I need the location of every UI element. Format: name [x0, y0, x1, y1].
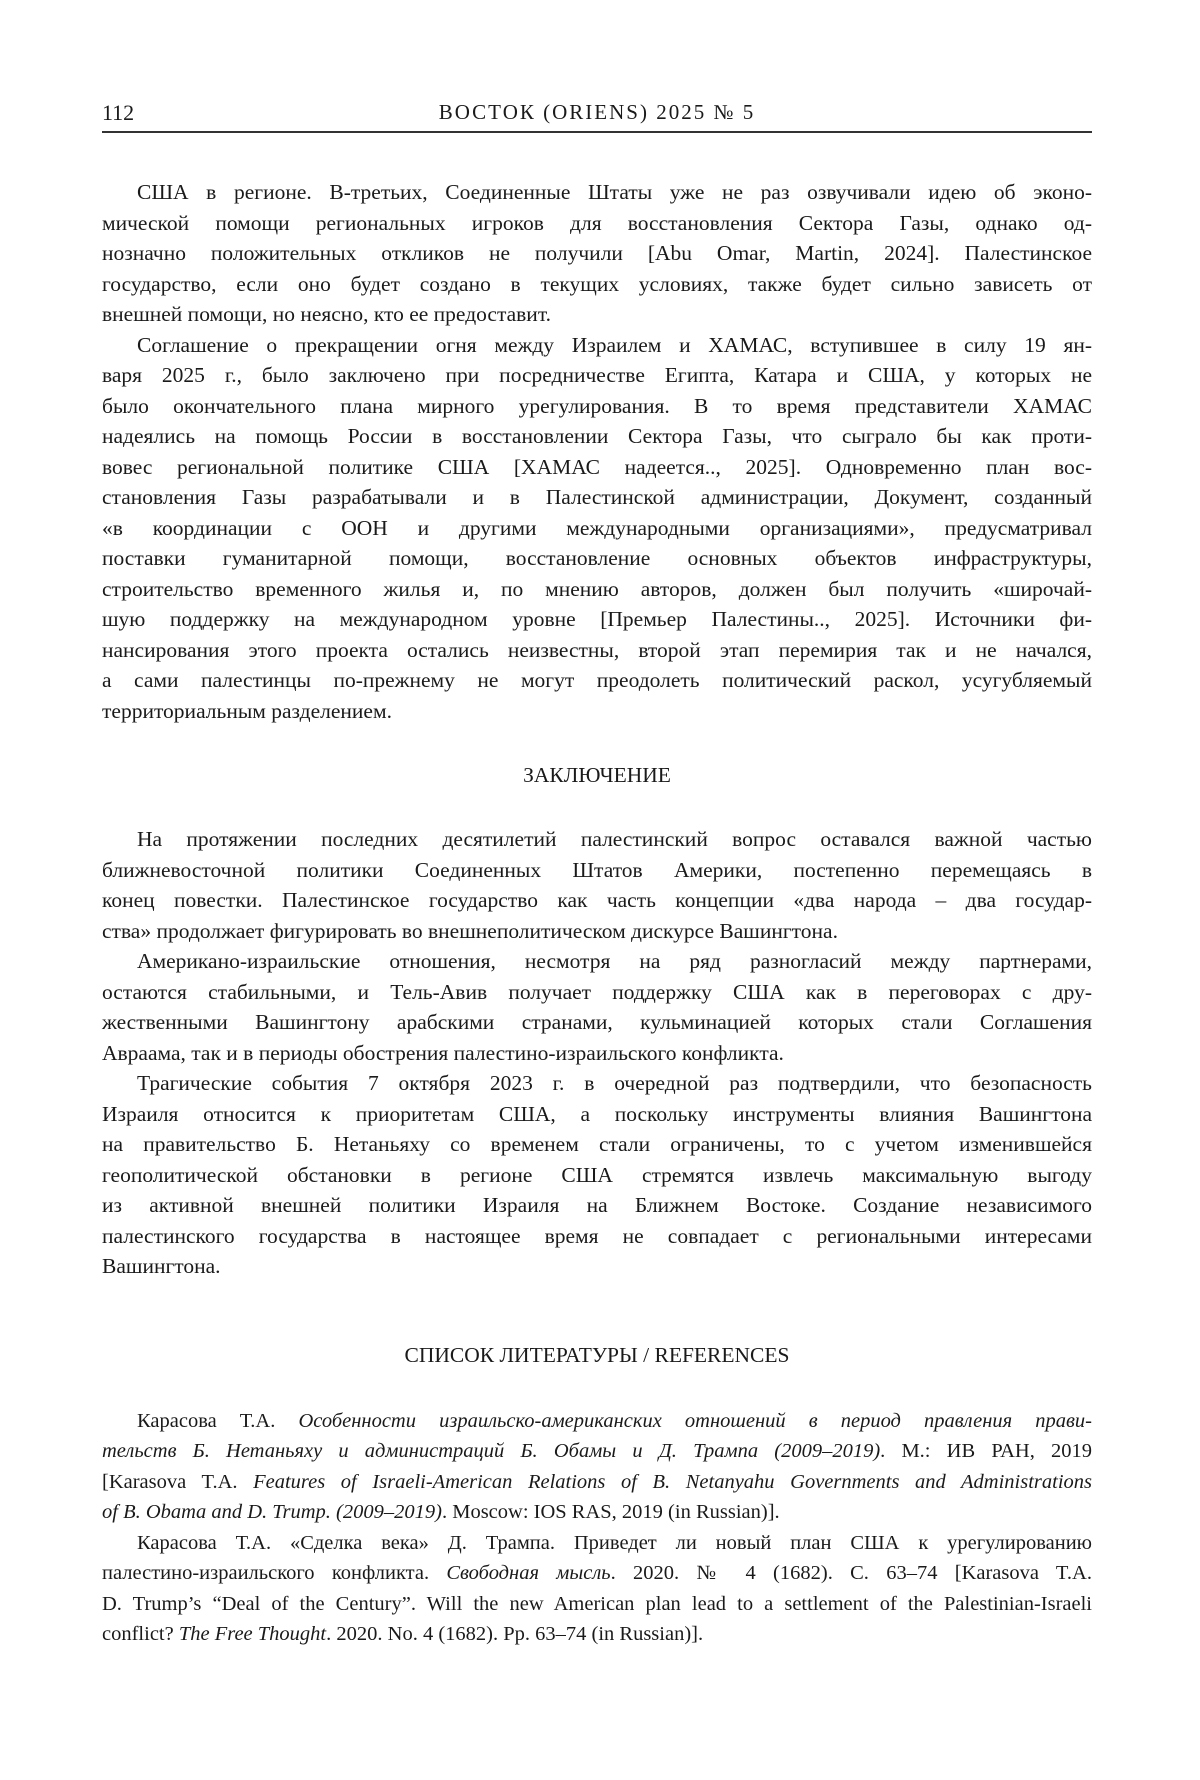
italic-title: of B. Obama and D. Trump. (2009–2019) [102, 1501, 442, 1523]
text-line: становления Газы разрабатывали и в Палестинской администрации, Документ, созданный [102, 485, 1092, 509]
text-line: Израиля относится к приоритетам США, а поскольку инструменты влияния Вашингтона [102, 1101, 1092, 1126]
text-line: территориальным разделением. [102, 698, 392, 723]
italic-title: Свободная мысль [446, 1562, 611, 1584]
text-line: государство, если оно будет создано в текущих условиях, также будет сильно зависеть от [102, 271, 1092, 296]
text-line: ближневосточной политики Соединенных Штатов Америки, постепенно перемещаясь в [102, 857, 1092, 882]
paragraph [102, 330, 1092, 727]
reference-text: [Karasova T.A. [102, 1470, 254, 1493]
text-line: мической помощи региональных игроков для восстановления Сектора Газы, однако од- [102, 210, 1092, 235]
page-number: 112 [102, 100, 135, 125]
text-line: палестинского государства в настоящее время не совпадает с региональными интересами [102, 1223, 1092, 1248]
text-line: Соглашение о прекращении огня между Израилем и ХАМАС, вступившее в силу 19 ян- [137, 332, 1092, 357]
text-line: нансирования этого проекта остались неизвестны, второй этап перемирия так и не начался, [102, 637, 1092, 662]
text-line: На протяжении последних десятилетий палестинский вопрос оставался важной частью [137, 827, 1092, 851]
italic-title: The Free Thought [178, 1623, 327, 1645]
reference-text: Карасова Т.А. «Сделка века» Д. Трампа. Приведет ли новый план США к урегулированию [137, 1531, 1092, 1554]
text-line: конец повестки. Палестинское государство как часть концепции «два народа – два государ- [102, 888, 1092, 912]
reference-item [102, 1406, 1092, 1528]
text-line: внешней помощи, но неясно, кто ее предоставит. [102, 302, 551, 326]
reference-line [102, 1558, 1092, 1589]
reference-text: . М.: ИВ РАН, 2019 [880, 1440, 1092, 1462]
reference-line [102, 1619, 1092, 1650]
reference-text: Карасова Т.А. [137, 1409, 299, 1432]
text-line: Американо-израильские отношения, несмотря на ряд разногласий между партнерами, [137, 949, 1092, 973]
text-line: строительство временного жилья и, по мнению авторов, должен был получить «широчай- [102, 576, 1092, 601]
running-header [102, 100, 1092, 132]
reference-line [102, 1467, 1092, 1498]
text-line: на правительство Б. Нетаньяху со временем стали ограничены, то с учетом изменившейся [102, 1132, 1092, 1156]
text-line: поставки гуманитарной помощи, восстановление основных объектов инфраструктуры, [102, 546, 1092, 570]
reference-text: . 2020. № 4 (1682). С. 63–74 [Karasova T.A. [610, 1562, 1092, 1584]
text-line: США в регионе. В-третьих, Соединенные Штаты уже не раз озвучивали идею об эконо- [137, 180, 1092, 204]
text-line: вовес региональной политике США [ХАМАС надеется.., 2025]. Одновременно план вос- [102, 454, 1092, 479]
text-line: «в координации с ООН и другими международными организациями», предусматривал [102, 515, 1092, 540]
italic-title: Features of Israeli-American Relations of B. Netanyahu Governments and Administrations [253, 1470, 1092, 1493]
text-line: Трагические события 7 октября 2023 г. в очередной раз подтвердили, что безопасность [137, 1071, 1092, 1095]
text-line: варя 2025 г., было заключено при посредничестве Египта, Катара и США, у которых не [102, 363, 1092, 387]
reference-line [102, 1497, 1092, 1528]
reference-text: . 2020. No. 4 (1682). Pp. 63–74 (in Russian)]. [326, 1623, 704, 1645]
reference-line [102, 1406, 1092, 1437]
paragraph [102, 177, 1092, 330]
paragraph [102, 1068, 1092, 1282]
article-body [102, 177, 1092, 1650]
reference-line [102, 1528, 1092, 1559]
reference-item [102, 1528, 1092, 1650]
paragraph [102, 824, 1092, 946]
reference-text: . Moscow: IOS RAS, 2019 (in Russian)]. [441, 1501, 780, 1523]
body-paragraphs [102, 177, 1092, 726]
text-line: было окончательного плана мирного урегулирования. В то время представители ХАМАС [102, 393, 1092, 418]
header-rule [102, 131, 1092, 133]
italic-title: тельств Б. Нетаньяху и администраций Б. Обамы и Д. Трампа (2009–2019) [102, 1440, 881, 1462]
text-line: Вашингтона. [102, 1254, 221, 1278]
text-line: жественными Вашингтону арабскими странами, кульминацией которых стали Соглашения [102, 1010, 1092, 1034]
text-line: геополитической обстановки в регионе США стремятся извлечь максимальную выгоду [102, 1162, 1092, 1187]
reference-text: D. Trump’s “Deal of the Century”. Will the new American plan lead to a settlement of the Palestinian-Israeli [102, 1592, 1092, 1615]
text-line: надеялись на помощь России в восстановлении Сектора Газы, что сыграло бы как проти- [102, 424, 1092, 448]
paragraph [102, 946, 1092, 1068]
text-line: шую поддержку на международном уровне [Премьер Палестины.., 2025]. Источники фи- [102, 607, 1092, 631]
text-line: из активной внешней политики Израиля на Ближнем Востоке. Создание независимого [102, 1193, 1092, 1217]
journal-title: ВОСТОК (ORIENS) 2025 № 5 [438, 100, 756, 124]
reference-text: conflict? [102, 1623, 179, 1645]
reference-list [102, 1406, 1092, 1650]
section-heading-conclusion: ЗАКЛЮЧЕНИЕ [523, 763, 671, 787]
text-line: остаются стабильными, и Тель-Авив получает поддержку США как в переговорах с дру- [102, 979, 1092, 1004]
italic-title: Особенности израильско-американских отношений в период правления прави- [298, 1409, 1093, 1432]
text-line: а сами палестинцы по-прежнему не могут преодолеть политический раскол, усугубляемый [102, 668, 1092, 692]
reference-line [102, 1436, 1092, 1467]
text-line: ства» продолжает фигурировать во внешнеполитическом дискурсе Вашингтона. [102, 918, 838, 943]
text-line: нозначно положительных откликов не получили [Abu Omar, Martin, 2024]. Палестинское [102, 241, 1092, 265]
reference-text: палестино-израильского конфликта. [102, 1562, 447, 1584]
text-line: Авраама, так и в периоды обострения палестино-израильского конфликта. [102, 1040, 784, 1065]
reference-line [102, 1589, 1092, 1620]
section-heading-references: СПИСОК ЛИТЕРАТУРЫ / REFERENCES [404, 1342, 790, 1367]
conclusion-paragraphs [102, 824, 1092, 1282]
